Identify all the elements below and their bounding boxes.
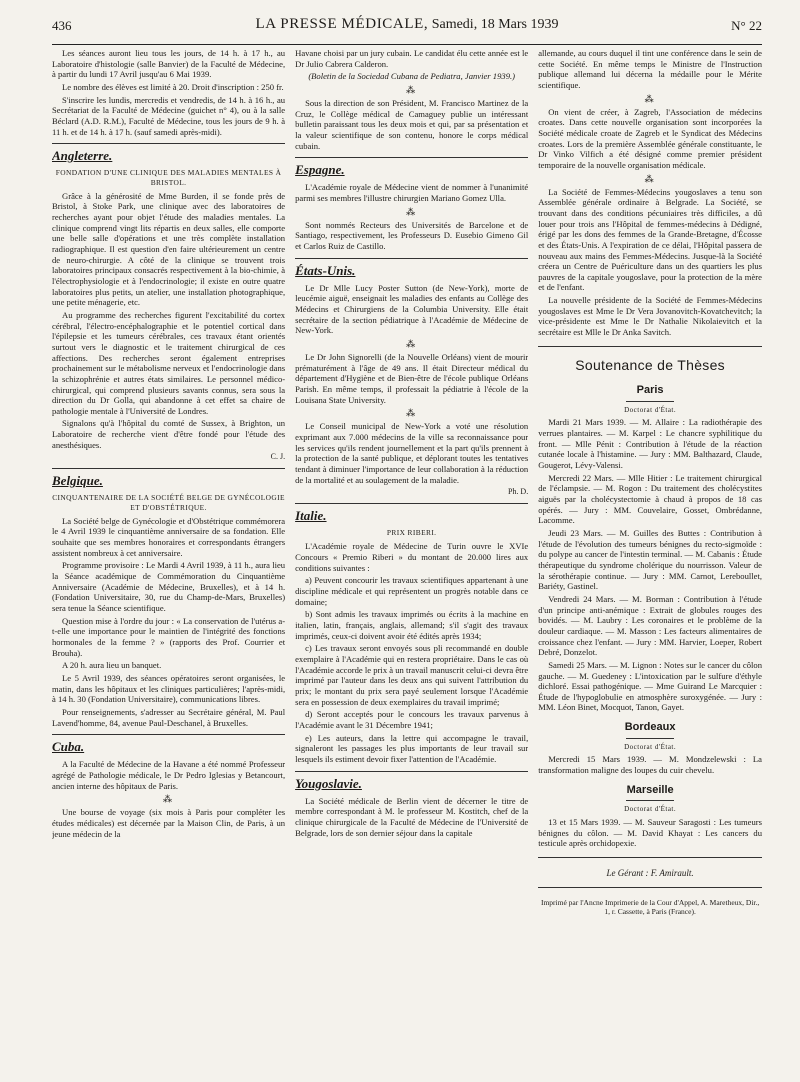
city-rule <box>626 800 674 801</box>
city-rule <box>626 401 674 402</box>
thesis-entry: Vendredi 24 Mars. — M. Borman : Contribution à l'étude d'un principe anti-anémique : Extrait de globules rouges des bovidés. — M. Laubry : Les coronaires et le problème de la douleur cardiaque. — M. Masson : Les facteurs alimentaires de croissance chez l'enfant. — Jury : MM. Harvier, Loeper, Robert Debré, Donzelot. <box>538 593 762 658</box>
paragraph: Le nombre des élèves est limité à 20. Droit d'inscription : 250 fr. <box>62 81 284 92</box>
separator-asterisks: ⁂ <box>406 408 418 419</box>
paragraph: La Société de Femmes-Médecins yougoslaves a tenu son Assemblée générale ordinaire à Belgrade. La Société, se trouvant dans des conditions pécuniaires très difficiles, a dû louer pour trois ans l'Hôpital de femmes-médecins à Dédigné, érigé par les dons des femmes de la Grande-Bretagne, d'Écosse et des États-Unis. A l'expiration de ce délai, l'Hôpital passera de nouveau aux mains des Femmes-Médecins. Jusque-là la Société créera un Centre de Puériculture dans un des quartiers les plus pauvres de la capitale yougoslave, pour la protection de la mère et de l'enfant. <box>538 186 762 293</box>
paragraph: Programme provisoire : Le Mardi 4 Avril 1939, à 11 h., aura lieu la Séance académique de Commémoration du Cinquantième Anniversaire (Académie de Médecine, Bruxelles), et à 14 h. (Fondation Universitaire, 30, rue du Champ-de-Mars, Bruxelles) sera tenue la Séance scientifique. <box>52 560 286 614</box>
paragraph: Sont nommés Recteurs des Universités de Barcelone et de Santiago, respectivement, les Professeurs D. Eusebio Gimeno Gil et Carlos Ruiz de Castillo. <box>295 219 529 251</box>
section-title-angleterre: Angleterre. <box>52 143 285 164</box>
section-rule <box>538 857 762 858</box>
masthead <box>52 14 762 45</box>
section-subtitle: FONDATION D'UNE CLINIQUE DES MALADIES MENTALES À BRISTOL. <box>55 168 282 187</box>
thesis-entry: 13 et 15 Mars 1939. — M. Sauveur Saragosti : Les tumeurs bénignes du côlon. — M. David Khayat : Les cancers du testicule après orchidopexie. <box>538 817 762 849</box>
paragraph: allemande, au cours duquel il tint une conférence dans le sein de cette Société. En même temps le Ministre de l'Instruction publique allemand lui décerna la médaille pour le Mérite scientifique. <box>538 48 762 90</box>
paragraph: Pour renseignements, s'adresser au Secrétaire général, M. Paul Lavend'homme, 84, avenue Paul-Deschanel, à Bruxelles. <box>52 706 286 728</box>
printer-line: Imprimé par l'Ancne Imprimerie de la Cour d'Appel, A. Maretheux, Dir., 1, r. Cassette, à Paris (France). <box>540 898 760 917</box>
paragraph: a) Peuvent concourir les travaux scientifiques appartenant à une discipline médicale et qui représentent un progrès notable dans ce domaine; <box>295 575 529 607</box>
section-title-italie: Italie. <box>295 503 528 524</box>
author-signature: C. J. <box>270 452 286 462</box>
thesis-entry: Samedi 25 Mars. — M. Lignon : Notes sur le cancer du côlon gauche. — M. Guedeney : L'intoxication par le sulfure d'éthyle dichloré. Essai pathogénique. — Mme Guirand Le Marcquier : Étude de l'hypoglobulie en atmosphère suroxygénée. — Jury : MM. Léon Binet, Mocquot, Tanon, Gayet. <box>538 659 762 713</box>
doctorat-label: Doctorat d'État. <box>624 742 677 751</box>
doctorat-label: Doctorat d'État. <box>624 805 677 814</box>
section-title-yougoslavie: Yougoslavie. <box>295 771 528 792</box>
journal-name: LA PRESSE MÉDICALE, <box>255 16 429 32</box>
column-2 <box>295 48 528 1082</box>
city-heading-bordeaux: Bordeaux <box>624 721 676 734</box>
paragraph: e) Les auteurs, dans la lettre qui accompagne le travail, signaleront les passages les plus importants de leur travail sur lesquels ils estiment devoir fixer l'attention de l'Académie. <box>295 732 529 764</box>
section-title-belgique: Belgique. <box>52 468 285 489</box>
section-rule <box>538 887 762 888</box>
city-rule <box>626 738 674 739</box>
paragraph: A 20 h. aura lieu un banquet. <box>62 660 162 671</box>
column-3 <box>538 48 762 1082</box>
paragraph: La Société médicale de Berlin vient de décerner le titre de membre correspondant à M. le professeur M. Kostitch, chef de la clinique chirurgicale de la Faculté de Médecine de l'Université de Belgrade, lors de son dernier séjour dans la capitale <box>295 795 529 838</box>
thesis-entry: Mercredi 22 Mars. — Mlle Hitier : Le traitement chirurgical de l'éclampsie. — M. Rogon : Du traitement des cholécystites aiguës par la cholécystectomie à chaud à propos de 18 cas opérés. — Jury : MM. Couvelaire, Gosset, Ombrédanne, Lacomme. <box>538 472 762 526</box>
paragraph: Havane choisi par un jury cubain. Le candidat élu cette année est le Dr Julio Cabrera Calderon. <box>295 48 529 69</box>
section-title-cuba: Cuba. <box>52 734 285 755</box>
doctorat-label: Doctorat d'État. <box>624 405 677 414</box>
thesis-entry: Mardi 21 Mars 1939. — M. Allaire : La radiothérapie des verrues plantaires. — M. Karpel : Le chancre syphilitique du front. — Mlle Pénit : Contribution à l'étude de la réaction cutanée locale à l'histamine. — Jury : MM. Balthazard, Claude, Gougerot, Lévy-Valensi. <box>538 417 762 471</box>
paragraph: c) Les travaux seront envoyés sous pli recommandé en double exemplaire à l'Académie qui en restera propriétaire. Dans le cas où l'Académie accorde le prix à un travail manuscrit celui-ci devra être imprimé par l'auteur dans les deux ans qui suivent l'attribution du prix; le montant du prix sera payé seulement lorsque l'Académie sera en possession de deux exemplaires du travail imprimé; <box>295 643 529 707</box>
page-number: 436 <box>52 18 72 33</box>
paragraph: Au programme des recherches figurent l'excitabilité du cortex cérébral, l'électro-encéphalographie et le potentiel cortical dans l'épilepsie et les tumeurs cérébrales, ces travaux étant orientés surtout vers le diagnostic et le traitement chirurgical de ces affections. Des recherches seront également entreprises prochainement sur le métabolisme nerveux et l'endocrinologie dans la schizophrénie et autres états similaires. Le personnel médico-chirurgical, qui comprend plusieurs savants connus, sera sous la direction du Dr Golla, qui abandonne à cet effet sa chaire de pathologie mentale à l'Université de Londres. <box>52 309 286 416</box>
paragraph: Signalons qu'à l'hôpital du comté de Sussex, à Brighton, un Laboratoire de recherche vient d'être fondé pour l'étude des anesthésiques. <box>52 418 286 450</box>
issue-date: Samedi, 18 Mars 1939 <box>431 17 559 32</box>
separator-asterisks: ⁂ <box>163 794 175 805</box>
separator-asterisks: ⁂ <box>644 93 656 104</box>
paragraph: L'Académie royale de Médecine de Turin ouvre le XVIe Concours « Premio Riberi » du montant de 20.000 lires aux conditions suivantes : <box>295 541 529 573</box>
paragraph: b) Sont admis les travaux imprimés ou écrits à la machine en italien, latin, français, anglais, allemand; s'il s'agit des travaux imprimés, ceux-ci doivent avoir été édités après 1934; <box>295 609 529 641</box>
paragraph: Le Dr Mlle Lucy Poster Sutton (de New-York), morte de leucémie aiguë, enseignait les maladies des enfants au Collège des Médecins et Chirurgiens de la Columbia University. Elle était secrétaire de la section pédiatrique à l'Académie de Médecine de New-York. <box>295 282 529 336</box>
paragraph: Grâce à la générosité de Mme Burden, il se fonde près de Bristol, à Stoke Park, une clinique avec des laboratoires de recherches ayant pour objet l'étude des maladies mentales. La clinique comprend vingt lits répartis en deux salles, elle comporte une belle salle d'opérations et une très complète installation radiographique. Il est question d'en faire ultérieurement un centre de neuro-chirurgie. A côté de la clinique se trouvent trois laboratoires principaux consacrés respectivement à la bio-chimie, à l'électrophysiologie et à l'endocrinologie; il existe en outre quatre laboratoires plus petits, un atelier, une installation photographique, une petite ménagerie, etc. <box>52 190 286 308</box>
paragraph: Question mise à l'ordre du jour : « La conservation de l'utérus a-t-elle une importance pour le maintien de l'intégrité des fonctions hormonales de la femme ? » (rapports des Prof. Courrier et Brouha). <box>52 615 286 658</box>
thesis-entry: Jeudi 23 Mars. — M. Guilles des Buttes : Contribution à l'étude de l'évolution des tumeurs bénignes du recto-sigmoïde : du polype au cancer de l'intestin terminal. — M. Cabanis : Étude thérapeutique du syndrome cholérique du nourrisson. Valeur de la sérothérapie continue. — Jury : MM. Carnot, Lereboullet, Bariéty, Gastinel. <box>538 527 762 592</box>
theses-heading: Soutenance de Thèses <box>575 356 725 373</box>
section-title-etats-unis: États-Unis. <box>295 258 528 279</box>
column-1 <box>52 48 285 1082</box>
gerant-line: Le Gérant : F. Amirault. <box>606 868 694 878</box>
city-heading-marseille: Marseille <box>626 783 674 796</box>
author-signature: Ph. D. <box>507 487 529 497</box>
columns <box>52 48 762 1082</box>
paragraph: S'inscrire les lundis, mercredis et vendredis, de 14 h. à 16 h., au Secrétariat de la Faculté de Médecine (guichet n° 4), ou à la salle Béclard (A.D. R.M.), Faculté de Médecine, tous les jours de 9 h. à 11 h. et de 14 h. à 17 h. (sauf samedi après-midi). <box>52 94 286 137</box>
paragraph: Les séances auront lieu tous les jours, de 14 h. à 17 h., au Laboratoire d'histologie (salle Banvier) de la Faculté de Médecine, à partir du lundi 17 Avril jusqu'au 6 Mai 1939. <box>52 48 286 80</box>
paragraph: L'Académie royale de Médecine vient de nommer à l'unanimité parmi ses membres l'illustre chirurgien Mariano Gomez Ulla. <box>295 182 529 204</box>
paragraph: Le Conseil municipal de New-York a voté une résolution exprimant aux 7.000 médecins de la ville sa reconnaissance pour les services qu'ils rendent journellement et la part qu'ils prennent à la protection de la santé publique, et déplorant toutes les tentatives tendant à diminuer l'importance de leur collaboration à la réduction de la mortalité et au soulagement de la maladie. <box>295 421 529 485</box>
paragraph: Le 5 Avril 1939, des séances opératoires seront organisées, le matin, dans les hôpitaux et les cliniques particulières; l'après-midi, à 14 h. 30 (Fondation Universitaire), communications libres. <box>52 673 286 705</box>
paragraph: On vient de créer, à Zagreb, l'Association de médecins croates. Dans cette nouvelle organisation sont incorporées la Société médicale croate de Zagreb et le Syndicat des Médecins croates. Lors de la première Assemblée générale constituante, le Dr Vinko Vilfich a été désigné comme premier président temporaire de la nouvelle organisation médicale. <box>538 106 762 170</box>
paragraph: Le Dr John Signorelli (de la Nouvelle Orléans) vient de mourir prématurément à l'âge de 49 ans. Il était Directeur médical du département d'Hygiène et de Bien-être de l'école publique Orléans Parish. En même temps, il professait la pédiatrie à l'école de la Louisana State University. <box>295 352 529 405</box>
separator-asterisks: ⁂ <box>644 173 656 184</box>
paragraph: Une bourse de voyage (six mois à Paris pour compléter les études médicales) est décernée par la Maison Clin, de Paris, à un jeune médecin de la <box>52 807 286 839</box>
journal-title-line <box>52 16 762 33</box>
section-rule <box>538 346 762 347</box>
source-citation: (Boletin de la Sociedad Cubana de Pediatra, Janvier 1939.) <box>308 71 515 82</box>
separator-asterisks: ⁂ <box>406 206 418 217</box>
section-title-espagne: Espagne. <box>295 157 528 178</box>
paragraph: La Société belge de Gynécologie et d'Obstétrique commémorera le 4 Avril 1939 le cinquantième anniversaire de sa fondation. Elle souhaite que ses membres honoraires et correspondants étrangers assistent nombreux à cet anniversaire. <box>52 515 286 558</box>
paragraph: Sous la direction de son Président, M. Francisco Martinez de la Cruz, le Collège médical de Camaguey publie un intéressant bulletin paraissant tous les deux mois et qui, par sa présentation et la valeur scientifique de son contenu, honore le corps médical cubain. <box>295 97 529 151</box>
paragraph: La nouvelle présidente de la Société de Femmes-Médecins yougoslaves est Mme le Dr Vera Jovanovitch-Kovatchevitch; la vice-présidente est Mme le Dr Nathalie Nikolaievitch et la secrétaire est Mlle le Dr Anka Savitch. <box>538 295 762 338</box>
paragraph: d) Seront acceptés pour le concours les travaux parvenus à l'Académie avant le 31 Décembre 1941; <box>295 709 529 730</box>
separator-asterisks: ⁂ <box>406 339 418 350</box>
issue-number: N° 22 <box>731 18 762 33</box>
paragraph: A la Faculté de Médecine de la Havane a été nommé Professeur agrégé de Pathologie médicale, le Dr Pedro Iglesias y Betancourt, ancien interne des hôpitaux de Paris. <box>52 759 286 791</box>
thesis-entry: Mercredi 15 Mars 1939. — M. Mondzelewski : La transformation maligne des loupes du cuir chevelu. <box>538 754 762 776</box>
section-subtitle: PRIX RIBERI. <box>386 528 437 538</box>
section-subtitle: CINQUANTENAIRE DE LA SOCIÉTÉ BELGE DE GYNÉCOLOGIE ET D'OBSTÉTRIQUE. <box>52 493 285 512</box>
separator-asterisks: ⁂ <box>406 84 418 95</box>
city-heading-paris: Paris <box>636 384 664 397</box>
